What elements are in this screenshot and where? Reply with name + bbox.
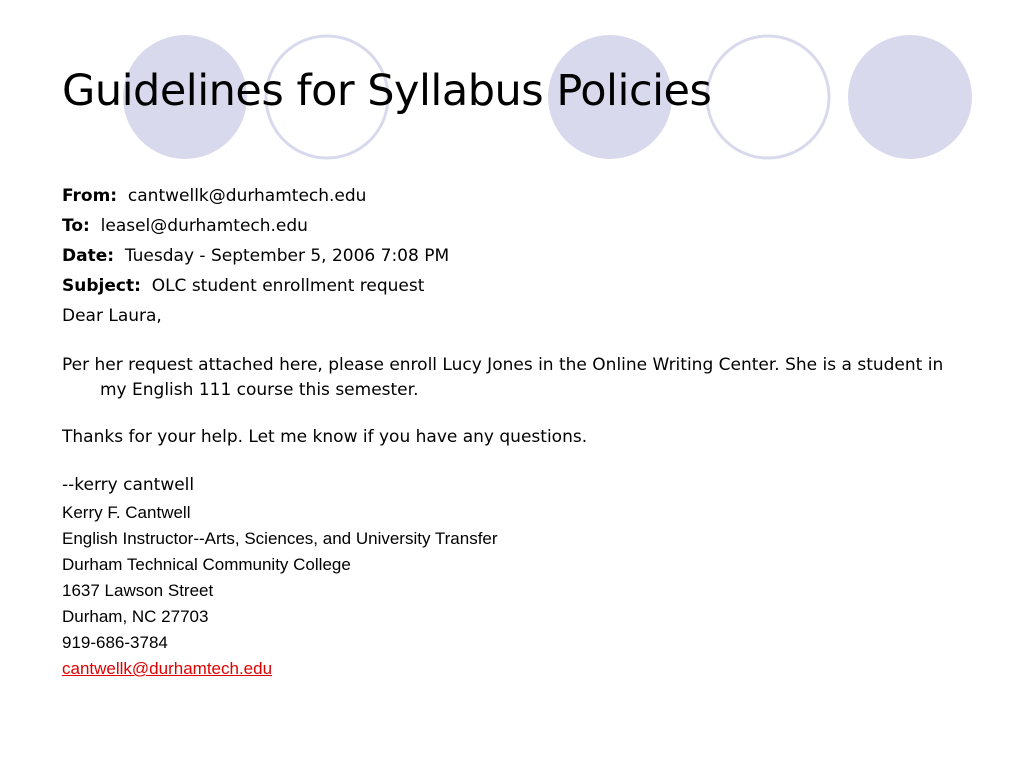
slide-title: Guidelines for Syllabus Policies [62,66,712,116]
signature-email-link[interactable]: cantwellk@durhamtech.edu [62,659,273,678]
email-subject-value: OLC student enrollment request [151,276,425,296]
slide-body [62,181,962,682]
email-date-value: Tuesday - September 5, 2006 7:08 PM [124,246,450,266]
decor-circle-filled-3 [848,35,972,159]
email-subject-line [62,271,962,301]
email-date-line [62,241,962,271]
email-date-label: Date: [62,246,115,266]
signature-institution: Durham Technical Community College [62,555,351,574]
email-to-value: leasel@durhamtech.edu [100,216,308,236]
email-greeting: Dear Laura, [62,306,162,326]
email-from-label: From: [62,186,118,206]
signature-block [62,500,962,682]
email-signoff: --kerry cantwell [62,475,195,495]
email-paragraph-request: Per her request attached here, please enroll Lucy Jones in the Online Writing Center. She is a student in my English 111 course this semester. [62,355,944,400]
email-from-line [62,181,962,211]
signature-phone: 919-686-3784 [62,633,168,652]
signature-name: Kerry F. Cantwell [62,503,191,522]
email-to-line [62,211,962,241]
signature-city: Durham, NC 27703 [62,607,209,626]
email-to-label: To: [62,216,90,236]
email-from-value: cantwellk@durhamtech.edu [127,186,367,206]
decor-circle-outline-2 [707,36,829,158]
email-subject-label: Subject: [62,276,141,296]
signature-position: English Instructor--Arts, Sciences, and University Transfer [62,529,498,548]
email-paragraph-thanks: Thanks for your help. Let me know if you have any questions. [62,427,588,447]
signature-street: 1637 Lawson Street [62,581,214,600]
